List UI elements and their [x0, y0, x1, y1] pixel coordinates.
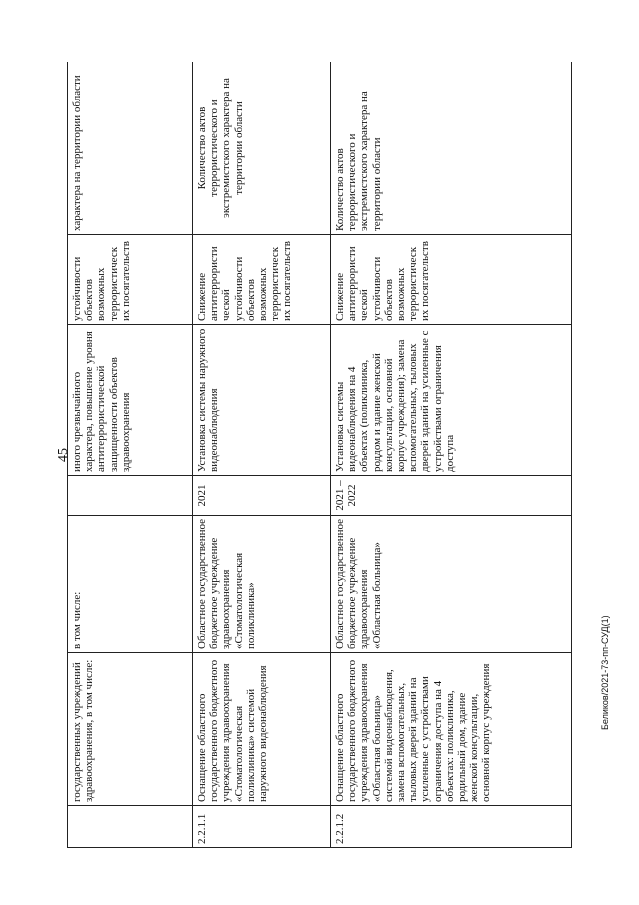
table-row	[331, 62, 572, 848]
row-number-cell: 2.2.1.2	[331, 806, 572, 848]
executor-cell: Областное государственное бюджетное учреждение здравоохранения «Областная больница»	[331, 516, 572, 653]
measure-cell: Установка системы наружного видеонаблюдения	[193, 325, 331, 476]
document-code: Беликов/2021-73-пп-СУД(1)	[600, 615, 610, 730]
measure-cell: иного чрезвычайного характера, повышение уровня антитеррористической защищенности объектов здравоохранения	[68, 325, 193, 476]
indicator-cell: характера на территории области	[68, 62, 193, 235]
table-container	[67, 62, 572, 848]
indicator-cell: Количество актов террористического и экстремистского характера на территории области	[193, 62, 331, 235]
year-cell	[68, 476, 193, 516]
year-cell: 2021 – 2022	[331, 476, 572, 516]
result-cell: Снижение антитеррористи ческой устойчивости объектов возможных террористическ их посягательств	[193, 235, 331, 325]
event-name-cell: Оснащение областного государственного бюджетного учреждения здравоохранения «Стоматологическая поликлиника» системой наружного видеонаблюдения	[193, 653, 331, 806]
result-cell: устойчивости объектов возможных террористическ их посягательств	[68, 235, 193, 325]
executor-cell: в том числе:	[68, 516, 193, 653]
indicator-cell: Количество актов террористического и экстремистского характера на территории области	[331, 62, 572, 235]
table-row	[193, 62, 331, 848]
row-number-cell: 2.2.1.1	[193, 806, 331, 848]
measure-cell: Установка системы видеонаблюдения на 4 объектах (поликлиника, роддом и здание женской консультации, основной корпус учреждения); замена вспомогательных, тыловых дверей зданий на усиленные с устройствами ограничения доступа	[331, 325, 572, 476]
program-events-table	[67, 62, 572, 848]
executor-cell: Областное государственное бюджетное учреждение здравоохранения «Стоматологическая поликлиника»	[193, 516, 331, 653]
event-name-cell: Оснащение областного государственного бюджетного учреждения здравоохранения «Областная больница» системой видеонаблюдения, замена вспомогательных, тыловых дверей зданий на усиленные с устройствами ограничения доступа на 4 объектах: поликлиника, родильный дом, здание женской консультации, основной корпус учреждения	[331, 653, 572, 806]
row-number-cell	[68, 806, 193, 848]
event-name-cell: государственных учреждений здравоохранения, в том числе:	[68, 653, 193, 806]
rotated-table-canvas	[67, 62, 572, 848]
page-number: 45	[56, 448, 71, 462]
year-cell: 2021	[193, 476, 331, 516]
table-row	[68, 62, 193, 848]
result-cell: Снижение антитеррористи ческой устойчивости объектов возможных террористическ их посягательств	[331, 235, 572, 325]
